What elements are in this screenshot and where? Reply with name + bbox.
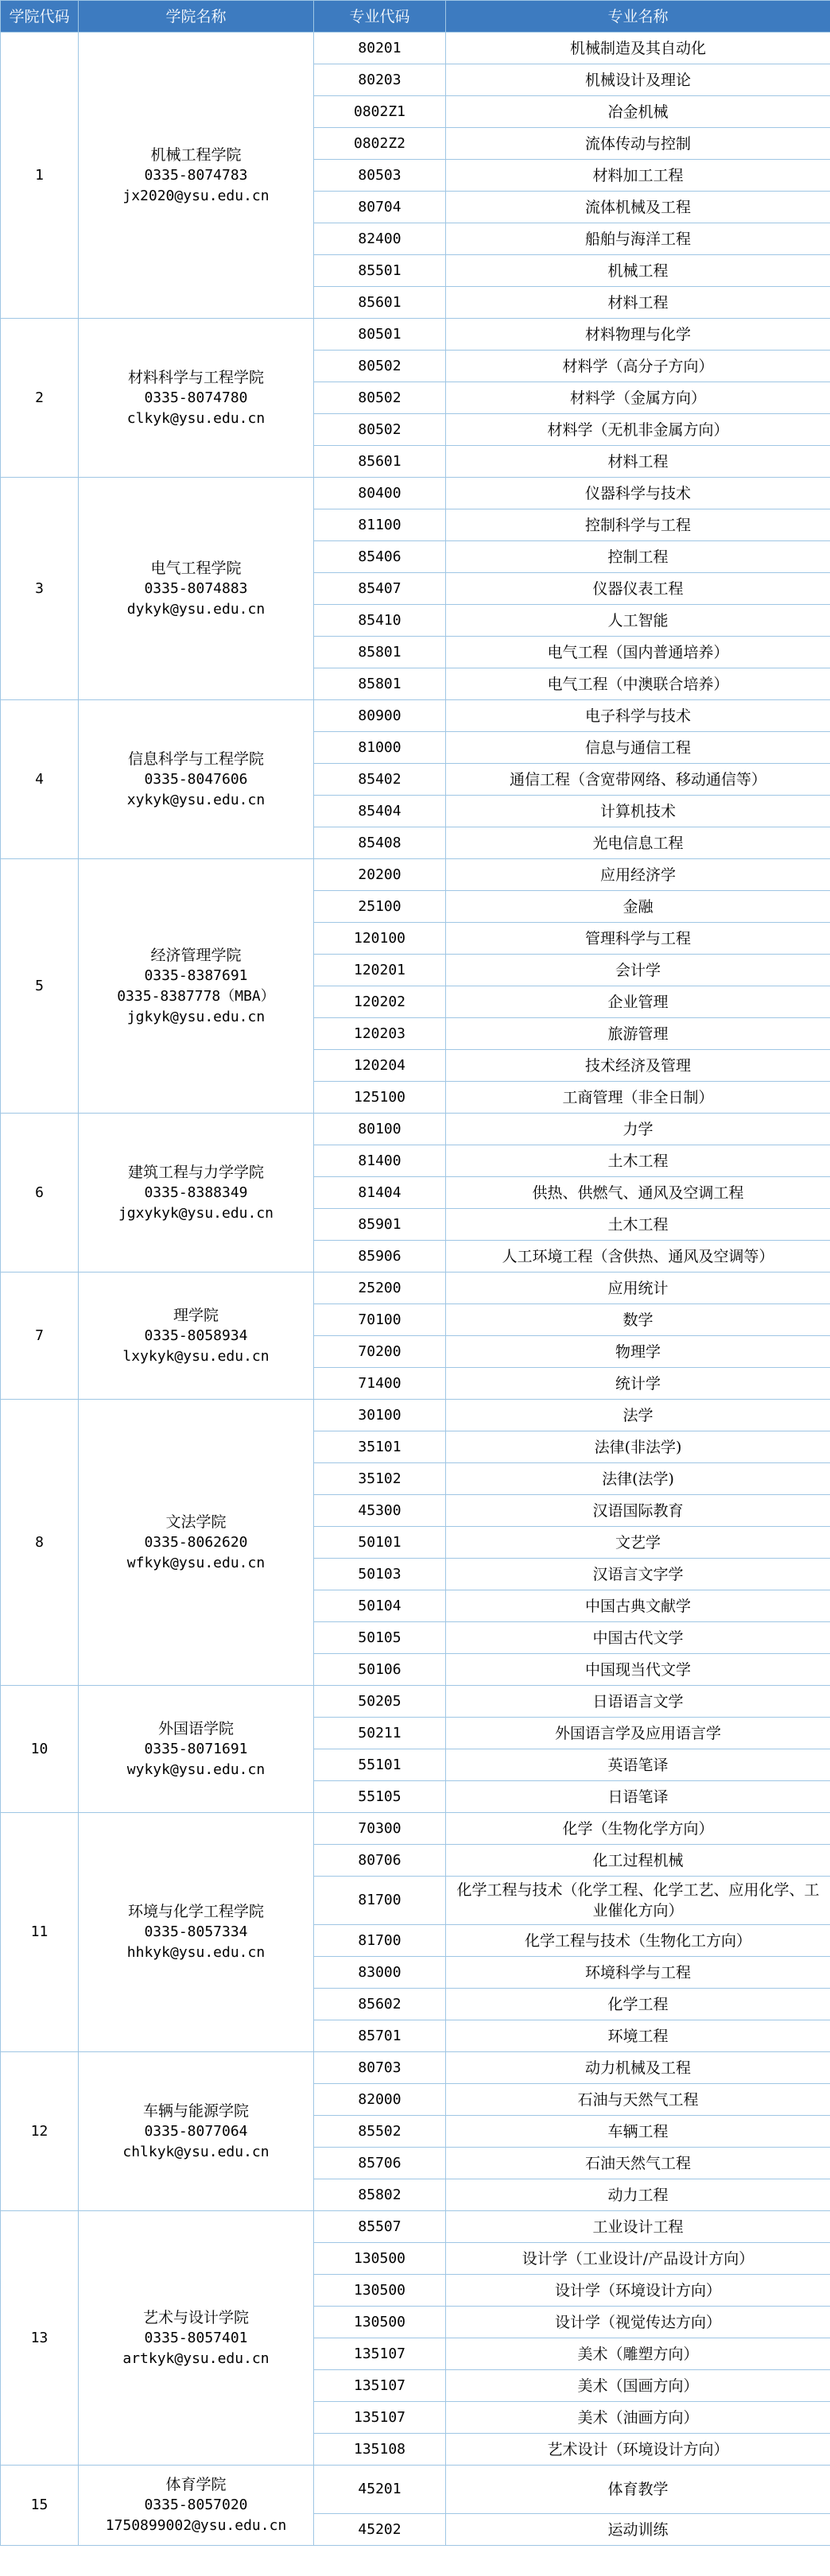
major-code-cell: 85602: [314, 1989, 446, 2020]
major-code-cell: 81400: [314, 1145, 446, 1177]
major-code-cell: 35102: [314, 1463, 446, 1495]
table-row: [1, 319, 830, 351]
major-name-cell: 美术（油画方向）: [446, 2402, 830, 2434]
table-row: [1, 1686, 830, 1718]
major-name-cell: 法律(法学): [446, 1463, 830, 1495]
major-name-cell: 中国古典文献学: [446, 1590, 830, 1622]
major-name-cell: 仪器仪表工程: [446, 573, 830, 605]
major-name-cell: 工业设计工程: [446, 2211, 830, 2243]
major-name-cell: 通信工程（含宽带网络、移动通信等）: [446, 764, 830, 796]
major-code-cell: 85601: [314, 287, 446, 319]
major-name-cell: 动力工程: [446, 2179, 830, 2211]
major-code-cell: 120204: [314, 1050, 446, 1082]
major-name-cell: 化学工程与技术（化学工程、化学工艺、应用化学、工业催化方向）: [446, 1877, 830, 1925]
major-name-cell: 信息与通信工程: [446, 732, 830, 764]
major-code-cell: 85502: [314, 2116, 446, 2148]
college-code-cell: 6: [1, 1114, 79, 1273]
college-name: 机械工程学院: [150, 145, 242, 164]
major-name-cell: 物理学: [446, 1336, 830, 1368]
major-code-cell: 50104: [314, 1590, 446, 1622]
college-name: 电气工程学院: [150, 559, 242, 577]
major-code-cell: 81100: [314, 509, 446, 541]
college-contact: 0335-8057020: [144, 2497, 248, 2513]
major-code-cell: 85706: [314, 2148, 446, 2179]
college-code-cell: 5: [1, 859, 79, 1114]
major-code-cell: 80703: [314, 2052, 446, 2084]
major-code-cell: 85410: [314, 605, 446, 637]
college-name: 材料科学与工程学院: [127, 368, 264, 386]
major-name-cell: 人工环境工程（含供热、通风及空调等）: [446, 1241, 830, 1273]
college-contact: jx2020@ysu.edu.cn: [122, 187, 270, 204]
major-name-cell: 材料学（无机非金属方向）: [446, 414, 830, 446]
major-name-cell: 法律(非法学): [446, 1431, 830, 1463]
major-name-cell: 技术经济及管理: [446, 1050, 830, 1082]
major-name-cell: 土木工程: [446, 1145, 830, 1177]
college-code-cell: 3: [1, 478, 79, 700]
major-code-cell: 80400: [314, 478, 446, 509]
major-name-cell: 运动训练: [446, 2514, 830, 2546]
college-contact: jgkyk@ysu.edu.cn: [126, 1008, 266, 1025]
table-row: [1, 1400, 830, 1431]
major-code-cell: 85901: [314, 1209, 446, 1241]
college-code-cell: 8: [1, 1400, 79, 1686]
major-name-cell: 企业管理: [446, 986, 830, 1018]
major-name-cell: 旅游管理: [446, 1018, 830, 1050]
major-name-cell: 化学（生物化学方向）: [446, 1813, 830, 1845]
college-info-cell: [79, 1686, 314, 1813]
college-code-cell: 13: [1, 2211, 79, 2466]
major-name-cell: 材料物理与化学: [446, 319, 830, 351]
major-name-cell: 设计学（视觉传达方向）: [446, 2307, 830, 2338]
major-name-cell: 机械设计及理论: [446, 64, 830, 96]
major-code-cell: 25200: [314, 1273, 446, 1304]
major-code-cell: 85407: [314, 573, 446, 605]
major-name-cell: 日语笔译: [446, 1781, 830, 1813]
major-name-cell: 电气工程（国内普通培养）: [446, 637, 830, 668]
table-row: [1, 2211, 830, 2243]
major-name-cell: 流体机械及工程: [446, 192, 830, 223]
major-name-cell: 中国现当代文学: [446, 1654, 830, 1686]
college-contact: dykyk@ysu.edu.cn: [126, 600, 266, 618]
college-contact: 0335-8387691: [144, 966, 248, 984]
college-info-cell: [79, 319, 314, 478]
major-name-cell: 应用经济学: [446, 859, 830, 891]
major-name-cell: 动力机械及工程: [446, 2052, 830, 2084]
college-name: 经济管理学院: [150, 946, 242, 964]
major-name-cell: 机械制造及其自动化: [446, 33, 830, 64]
major-name-cell: 电气工程（中澳联合培养）: [446, 668, 830, 700]
college-name: 信息科学与工程学院: [127, 750, 264, 768]
major-code-cell: 85802: [314, 2179, 446, 2211]
header-college-name: 学院名称: [79, 1, 314, 33]
major-name-cell: 化学工程: [446, 1989, 830, 2020]
header-row: [1, 1, 830, 33]
major-code-cell: 30100: [314, 1400, 446, 1431]
college-name: 外国语学院: [157, 1719, 234, 1737]
major-name-cell: 汉语言文字学: [446, 1559, 830, 1590]
major-code-cell: 120201: [314, 955, 446, 986]
major-code-cell: 85801: [314, 637, 446, 668]
major-name-cell: 人工智能: [446, 605, 830, 637]
major-name-cell: 光电信息工程: [446, 827, 830, 859]
major-name-cell: 金融: [446, 891, 830, 923]
major-code-cell: 80502: [314, 414, 446, 446]
table-row: [1, 2466, 830, 2514]
major-code-cell: 83000: [314, 1957, 446, 1989]
major-name-cell: 土木工程: [446, 1209, 830, 1241]
college-contact: wykyk@ysu.edu.cn: [126, 1761, 266, 1778]
major-code-cell: 80503: [314, 160, 446, 192]
major-name-cell: 设计学（工业设计/产品设计方向）: [446, 2243, 830, 2275]
college-contact: 0335-8057334: [144, 1923, 248, 1940]
major-name-cell: 石油天然气工程: [446, 2148, 830, 2179]
header-college-code: 学院代码: [1, 1, 79, 33]
major-name-cell: 材料工程: [446, 287, 830, 319]
college-name: 理学院: [173, 1306, 219, 1324]
college-contact: 0335-8077064: [144, 2122, 248, 2140]
college-contact: 0335-8074783: [144, 166, 248, 184]
major-code-cell: 85701: [314, 2020, 446, 2052]
college-code-cell: 11: [1, 1813, 79, 2052]
major-code-cell: 70300: [314, 1813, 446, 1845]
college-info-cell: [79, 859, 314, 1114]
major-code-cell: 85402: [314, 764, 446, 796]
college-code-cell: 10: [1, 1686, 79, 1813]
college-name: 环境与化学工程学院: [127, 1903, 264, 1920]
major-code-cell: 50106: [314, 1654, 446, 1686]
major-code-cell: 50105: [314, 1622, 446, 1654]
major-name-cell: 船舶与海洋工程: [446, 223, 830, 255]
college-info-cell: [79, 2211, 314, 2466]
table-row: [1, 33, 830, 64]
major-code-cell: 80706: [314, 1845, 446, 1877]
major-code-cell: 85406: [314, 541, 446, 573]
major-name-cell: 英语笔译: [446, 1749, 830, 1781]
college-name: 建筑工程与力学学院: [127, 1163, 264, 1181]
major-code-cell: 120202: [314, 986, 446, 1018]
major-code-cell: 35101: [314, 1431, 446, 1463]
college-contact: lxykyk@ysu.edu.cn: [122, 1347, 270, 1365]
college-contact: 1750899002@ysu.edu.cn: [105, 2517, 287, 2534]
college-name: 体育学院: [165, 2476, 227, 2493]
college-info-cell: [79, 2052, 314, 2211]
major-code-cell: 81700: [314, 1925, 446, 1957]
college-info-cell: [79, 700, 314, 859]
major-code-cell: 55105: [314, 1781, 446, 1813]
college-contact: 0335-8047606: [144, 770, 248, 788]
major-name-cell: 化工过程机械: [446, 1845, 830, 1877]
major-code-cell: 85507: [314, 2211, 446, 2243]
major-name-cell: 环境工程: [446, 2020, 830, 2052]
major-name-cell: 美术（雕塑方向）: [446, 2338, 830, 2370]
major-name-cell: 环境科学与工程: [446, 1957, 830, 1989]
major-code-cell: 55101: [314, 1749, 446, 1781]
major-name-cell: 数学: [446, 1304, 830, 1336]
major-code-cell: 50103: [314, 1559, 446, 1590]
major-name-cell: 流体传动与控制: [446, 128, 830, 160]
major-name-cell: 外国语言学及应用语言学: [446, 1718, 830, 1749]
college-contact: clkyk@ysu.edu.cn: [126, 409, 266, 427]
major-code-cell: 50205: [314, 1686, 446, 1718]
college-info-cell: [79, 1273, 314, 1400]
major-name-cell: 中国古代文学: [446, 1622, 830, 1654]
major-name-cell: 材料加工工程: [446, 160, 830, 192]
major-name-cell: 材料工程: [446, 446, 830, 478]
major-code-cell: 80704: [314, 192, 446, 223]
major-code-cell: 135108: [314, 2434, 446, 2466]
college-contact: xykyk@ysu.edu.cn: [126, 791, 266, 808]
major-code-cell: 85404: [314, 796, 446, 827]
college-info-cell: [79, 33, 314, 319]
major-code-cell: 85501: [314, 255, 446, 287]
major-name-cell: 美术（国画方向）: [446, 2370, 830, 2402]
college-info-cell: [79, 1114, 314, 1273]
major-code-cell: 25100: [314, 891, 446, 923]
major-name-cell: 材料学（金属方向）: [446, 382, 830, 414]
college-name: 文法学院: [165, 1513, 227, 1531]
major-name-cell: 工商管理（非全日制）: [446, 1082, 830, 1114]
college-contact: 0335-8387778（MBA）: [117, 987, 275, 1005]
college-contact: 0335-8388349: [144, 1183, 248, 1201]
college-code-cell: 15: [1, 2466, 79, 2546]
major-code-cell: 80502: [314, 382, 446, 414]
table-row: [1, 700, 830, 732]
major-code-cell: 70200: [314, 1336, 446, 1368]
college-contact: 0335-8074780: [144, 389, 248, 406]
major-code-cell: 125100: [314, 1082, 446, 1114]
major-name-cell: 仪器科学与技术: [446, 478, 830, 509]
major-name-cell: 材料学（高分子方向）: [446, 351, 830, 382]
table-row: [1, 478, 830, 509]
major-name-cell: 会计学: [446, 955, 830, 986]
college-contact: artkyk@ysu.edu.cn: [122, 2349, 270, 2367]
table-row: [1, 1273, 830, 1304]
major-code-cell: 70100: [314, 1304, 446, 1336]
major-code-cell: 80201: [314, 33, 446, 64]
major-code-cell: 71400: [314, 1368, 446, 1400]
major-name-cell: 艺术设计（环境设计方向）: [446, 2434, 830, 2466]
major-code-cell: 135107: [314, 2370, 446, 2402]
major-code-cell: 50211: [314, 1718, 446, 1749]
major-code-cell: 135107: [314, 2338, 446, 2370]
major-name-cell: 管理科学与工程: [446, 923, 830, 955]
table-row: [1, 2052, 830, 2084]
major-name-cell: 法学: [446, 1400, 830, 1431]
college-contact: chlkyk@ysu.edu.cn: [122, 2143, 270, 2160]
header-major-name: 专业名称: [446, 1, 830, 33]
major-name-cell: 冶金机械: [446, 96, 830, 128]
major-code-cell: 82400: [314, 223, 446, 255]
college-info-cell: [79, 1813, 314, 2052]
major-name-cell: 应用统计: [446, 1273, 830, 1304]
major-name-cell: 设计学（环境设计方向）: [446, 2275, 830, 2307]
major-name-cell: 文艺学: [446, 1527, 830, 1559]
college-contact: 0335-8071691: [144, 1740, 248, 1757]
college-name: 艺术与设计学院: [142, 2308, 249, 2326]
major-code-cell: 85906: [314, 1241, 446, 1273]
major-name-cell: 统计学: [446, 1368, 830, 1400]
major-name-cell: 车辆工程: [446, 2116, 830, 2148]
table-row: [1, 1813, 830, 1845]
major-name-cell: 机械工程: [446, 255, 830, 287]
major-code-cell: 130500: [314, 2243, 446, 2275]
major-code-cell: 80501: [314, 319, 446, 351]
college-info-cell: [79, 478, 314, 700]
major-code-cell: 45201: [314, 2466, 446, 2514]
major-code-cell: 130500: [314, 2275, 446, 2307]
major-name-cell: 控制科学与工程: [446, 509, 830, 541]
major-code-cell: 81700: [314, 1877, 446, 1925]
college-contact: hhkyk@ysu.edu.cn: [126, 1944, 266, 1961]
college-code-cell: 7: [1, 1273, 79, 1400]
major-code-cell: 45202: [314, 2514, 446, 2546]
major-code-cell: 45300: [314, 1495, 446, 1527]
major-name-cell: 计算机技术: [446, 796, 830, 827]
major-code-cell: 20200: [314, 859, 446, 891]
major-name-cell: 石油与天然气工程: [446, 2084, 830, 2116]
college-contact: 0335-8062620: [144, 1533, 248, 1551]
college-info-cell: [79, 1400, 314, 1686]
college-contact: 0335-8057401: [144, 2329, 248, 2346]
college-code-cell: 12: [1, 2052, 79, 2211]
major-code-cell: 80900: [314, 700, 446, 732]
table-row: [1, 859, 830, 891]
table-row: [1, 1114, 830, 1145]
major-code-cell: 0802Z2: [314, 128, 446, 160]
college-contact: jgxykyk@ysu.edu.cn: [118, 1204, 274, 1222]
college-info-cell: [79, 2466, 314, 2546]
major-code-cell: 50101: [314, 1527, 446, 1559]
major-name-cell: 体育教学: [446, 2466, 830, 2514]
header-major-code: 专业代码: [314, 1, 446, 33]
major-code-cell: 81000: [314, 732, 446, 764]
major-name-cell: 化学工程与技术（生物化工方向）: [446, 1925, 830, 1957]
major-name-cell: 汉语国际教育: [446, 1495, 830, 1527]
major-code-cell: 80502: [314, 351, 446, 382]
major-code-cell: 120100: [314, 923, 446, 955]
major-code-cell: 82000: [314, 2084, 446, 2116]
major-code-cell: 0802Z1: [314, 96, 446, 128]
major-code-cell: 120203: [314, 1018, 446, 1050]
major-name-cell: 日语语言文学: [446, 1686, 830, 1718]
major-code-cell: 85601: [314, 446, 446, 478]
college-code-cell: 1: [1, 33, 79, 319]
college-code-cell: 2: [1, 319, 79, 478]
major-name-cell: 力学: [446, 1114, 830, 1145]
major-name-cell: 电子科学与技术: [446, 700, 830, 732]
major-code-cell: 80100: [314, 1114, 446, 1145]
major-code-cell: 130500: [314, 2307, 446, 2338]
college-name: 车辆与能源学院: [142, 2101, 249, 2120]
major-code-cell: 85801: [314, 668, 446, 700]
major-name-cell: 供热、供燃气、通风及空调工程: [446, 1177, 830, 1209]
college-contact: 0335-8074883: [144, 579, 248, 597]
major-code-cell: 135107: [314, 2402, 446, 2434]
major-code-cell: 81404: [314, 1177, 446, 1209]
major-name-cell: 控制工程: [446, 541, 830, 573]
college-contact: 0335-8058934: [144, 1327, 248, 1344]
college-contact: wfkyk@ysu.edu.cn: [126, 1554, 266, 1571]
major-code-cell: 85408: [314, 827, 446, 859]
major-code-cell: 80203: [314, 64, 446, 96]
college-code-cell: 4: [1, 700, 79, 859]
